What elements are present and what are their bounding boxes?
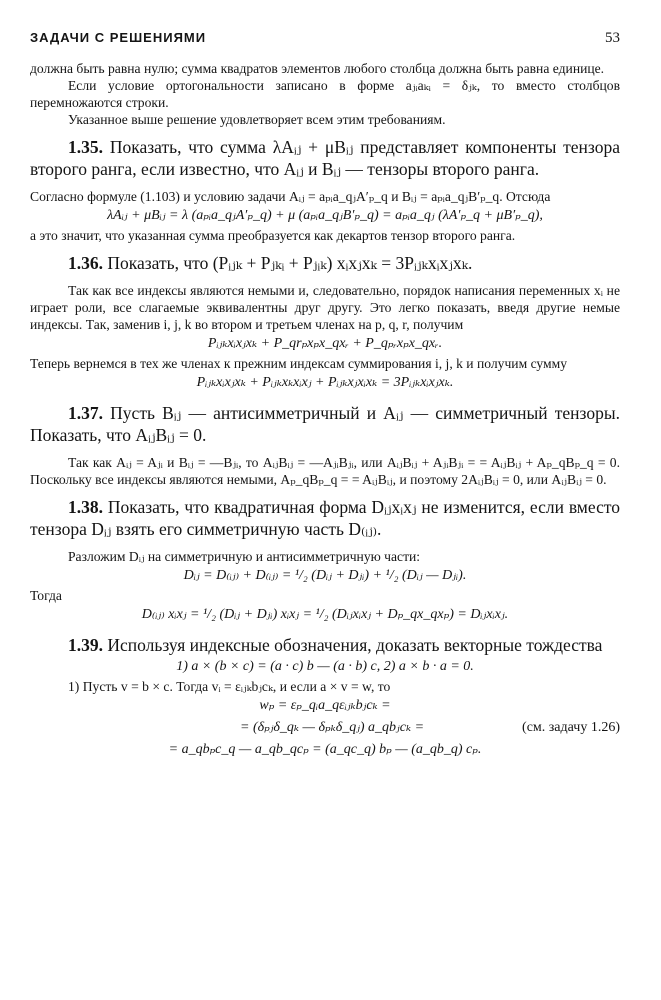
problem-statement — [30, 496, 620, 540]
equation-with-note — [30, 717, 620, 739]
problem-statement — [30, 634, 620, 656]
running-title: ЗАДАЧИ С РЕШЕНИЯМИ — [30, 30, 207, 45]
formula: 1) a × (b × c) = (a · c) b — (a · b) c, 2) a × b · a = 0. — [176, 659, 474, 674]
problem-number: 1.39. — [68, 635, 103, 655]
spacer — [30, 274, 620, 282]
spacer — [30, 446, 620, 454]
spacer — [30, 488, 620, 496]
paragraph: должна быть равна нулю; сумма квадратов элементов любого столбца должна быть равна единице. — [30, 61, 605, 76]
paragraph: Разложим Dᵢⱼ на симметричную и антисимметричную части: — [68, 549, 421, 564]
formula: = (δₚⱼδ_qₖ — δₚₖδ_qⱼ) a_qbⱼcₖ = — [240, 720, 425, 735]
problem-number: 1.35. — [68, 137, 103, 157]
problem-statement — [30, 252, 620, 274]
paragraph: Указанное выше решение удовлетворяет всем этим требованиям. — [68, 112, 446, 127]
paragraph: Теперь вернемся в тех же членах к прежним индексам суммирования i, j, k и получим сумму — [30, 356, 568, 371]
formula: λAᵢⱼ + μBᵢⱼ = λ (aₚᵢa_qⱼA′ₚ_q) + μ (aₚᵢa_qⱼB′ₚ_q) = aₚᵢa_qⱼ (λA′ₚ_q + μB′ₚ_q), — [107, 208, 543, 223]
running-header — [30, 30, 620, 60]
formula: Pᵢⱼₖxᵢxⱼxₖ + Pᵢⱼₖxₖxᵢxⱼ + Pᵢⱼₖxⱼxᵢxₖ = 3Pᵢⱼₖxᵢxⱼxₖ. — [196, 375, 454, 390]
spacer — [30, 626, 620, 634]
paragraph: 1) Пусть v = b × c. Тогда vᵢ = εᵢⱼₖbⱼcₖ, и если a × v = w, то — [68, 679, 391, 694]
formula: Dᵢⱼ = D₍ᵢⱼ₎ + D₍ᵢⱼ₎ = ¹/₂ (Dᵢⱼ + Dⱼᵢ) + ¹/₂ (Dᵢⱼ — Dⱼᵢ). — [183, 568, 467, 583]
problem-number: 1.38. — [68, 497, 103, 517]
page-number: 53 — [605, 30, 620, 46]
problem-text: Используя индексные обозначения, доказать векторные тождества — [103, 635, 603, 655]
page — [30, 30, 620, 761]
spacer — [30, 128, 620, 136]
page-body — [30, 60, 620, 761]
spacer — [30, 394, 620, 402]
formula: D₍ᵢⱼ₎ xᵢxⱼ = ¹/₂ (Dᵢⱼ + Dⱼᵢ) xᵢxⱼ = ¹/₂ (Dᵢⱼxᵢxⱼ + Dₚ_qx_qxₚ) = Dᵢⱼxᵢxⱼ. — [141, 607, 509, 622]
spacer — [30, 244, 620, 252]
spacer — [30, 540, 620, 548]
problem-text: Показать, что сумма λAᵢⱼ + μBᵢⱼ представляет компоненты тензора второго ранга, если известно, что Aᵢⱼ и Bᵢⱼ — тензоры второго ранга. — [30, 137, 620, 179]
paragraph: а это значит, что указанная сумма преобразуется как декартов тензор второго ранга. — [30, 228, 516, 243]
paragraph: Так как все индексы являются немыми и, следовательно, порядок написания переменных xᵢ не играет роли, все слагаемые эквивалентны друг другу. Это легко показать, введя другие немые индексы. Так, заменив i, j, k во втором и третьем членах на p, q, r, получим — [30, 283, 620, 332]
paragraph: Если условие ортогональности записано в форме aⱼᵢaₖᵢ = δⱼₖ, то вместо столбцов перемножаются строки. — [30, 78, 620, 110]
problem-text: Показать, что (Pᵢⱼₖ + Pⱼₖᵢ + Pⱼᵢₖ) xᵢxⱼxₖ = 3Pᵢⱼₖxᵢxⱼxₖ. — [103, 253, 473, 273]
cross-reference: (см. задачу 1.26) — [522, 720, 620, 735]
problem-text: Пусть Bᵢⱼ — антисимметричный и Aᵢⱼ — симметричный тензоры. Показать, что AᵢⱼBᵢⱼ = 0. — [30, 403, 620, 445]
formula: wₚ = εₚ_qᵢa_qεᵢⱼₖbⱼcₖ = — [259, 698, 391, 713]
problem-number: 1.36. — [68, 253, 103, 273]
problem-statement — [30, 136, 620, 180]
problem-number: 1.37. — [68, 403, 103, 423]
spacer — [30, 180, 620, 188]
problem-statement — [30, 402, 620, 446]
formula: Pᵢⱼₖxᵢxⱼxₖ + P_qrₚxₚx_qxᵣ + P_qₚᵣxₚx_qxᵣ. — [207, 336, 443, 351]
paragraph: Тогда — [30, 588, 62, 603]
paragraph: Согласно формуле (1.103) и условию задачи Aᵢⱼ = aₚᵢa_qⱼA′ₚ_q и Bᵢⱼ = aₚᵢa_qⱼB′ₚ_q. Отсюда — [30, 189, 551, 204]
paragraph: Так как Aᵢⱼ = Aⱼᵢ и Bᵢⱼ = —Bⱼᵢ, то AᵢⱼBᵢⱼ = —AⱼᵢBⱼᵢ, или AᵢⱼBᵢⱼ + AⱼᵢBⱼᵢ = = AᵢⱼBᵢⱼ + Aₚ_qBₚ_q = 0. Поскольку все индексы являются немыми, Aₚ_qBₚ_q = = AᵢⱼBᵢⱼ, и поэтому 2AᵢⱼBᵢⱼ = 0, или AᵢⱼBᵢⱼ = 0. — [30, 455, 620, 487]
problem-text: Показать, что квадратичная форма Dᵢⱼxᵢxⱼ не изменится, если вместо тензора Dᵢⱼ взять его симметричную часть D₍ᵢⱼ₎. — [30, 497, 620, 539]
formula: = a_qbₚc_q — a_qb_qcₚ = (a_qc_q) bₚ — (a_qb_q) cₚ. — [168, 742, 482, 757]
